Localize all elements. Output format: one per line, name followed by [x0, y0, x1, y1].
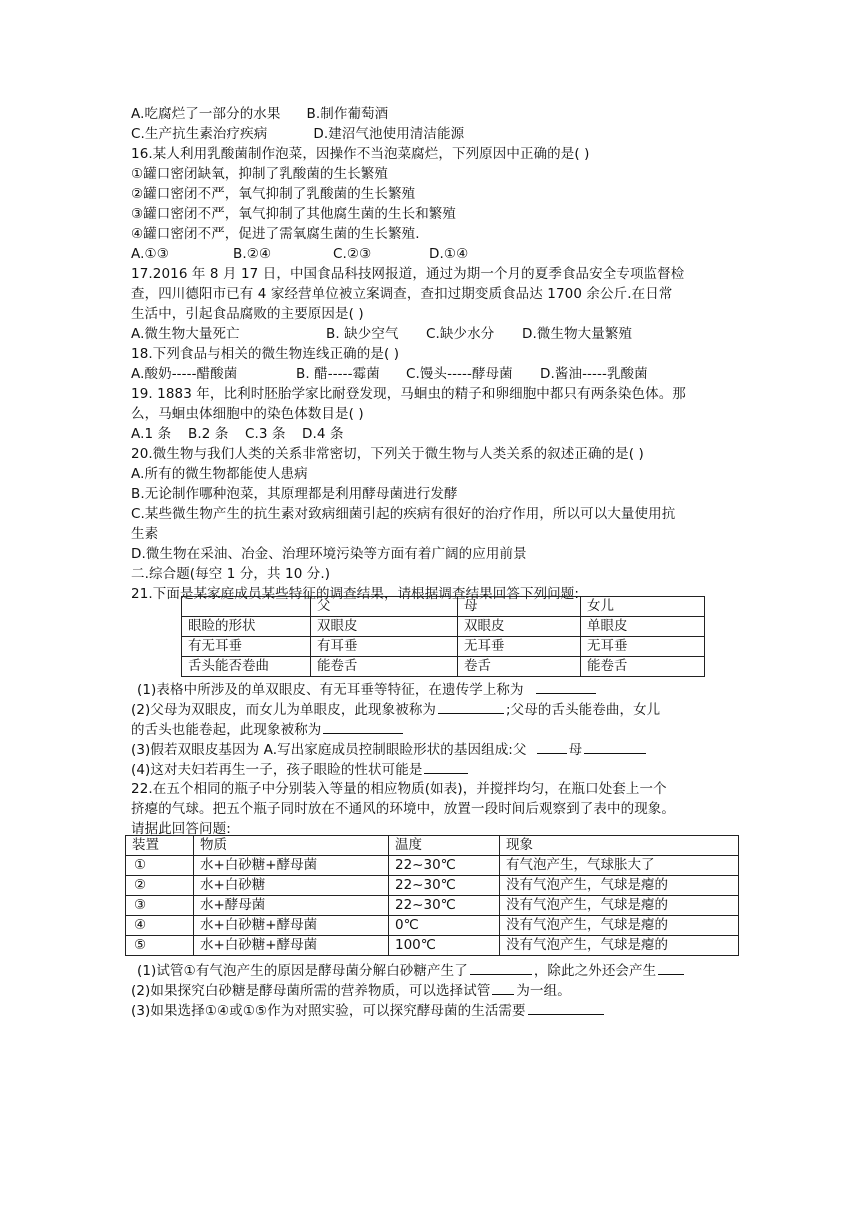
table-cell: 22~30℃: [389, 876, 500, 896]
q16-item-2: ②罐口密闭不严，氧气抑制了乳酸菌的生长繁殖: [131, 186, 416, 202]
table-cell: 水+白砂糖+酵母菌: [194, 936, 389, 956]
q18-option-a: A.酸奶-----醋酸菌: [131, 366, 238, 382]
table-row: [126, 896, 739, 916]
answer-blank[interactable]: [537, 739, 567, 754]
table-cell: [126, 896, 194, 916]
answer-blank[interactable]: [424, 759, 468, 774]
q16-option-a: A.①③: [131, 246, 169, 262]
q21-part3: [131, 739, 648, 760]
q19-option-d: D.4 条: [302, 426, 344, 442]
q18-option-d: D.酱油-----乳酸菌: [540, 366, 648, 382]
answer-blank[interactable]: [536, 679, 596, 694]
q21-part4-text: (4)这对夫妇若再生一子，孩子眼睑的性状可能是: [131, 762, 423, 778]
q22-part2-text-b: 为一组。: [516, 983, 571, 999]
table-cell: 没有气泡产生，气球是瘪的: [500, 876, 739, 896]
q20-option-c-line2: 生素: [131, 526, 159, 542]
device-number: ①: [133, 857, 147, 873]
table-cell: 水+白砂糖+酵母菌: [194, 916, 389, 936]
table-cell: 22~30℃: [389, 896, 500, 916]
q15-option-a: A.吃腐烂了一部分的水果: [131, 106, 281, 122]
q21-part1-text: (1)表格中所涉及的单双眼皮、有无耳垂等特征，在遗传学上称为: [137, 682, 524, 698]
q22-stem-line2: 挤瘪的气球。把五个瓶子同时放在不通风的环境中，放置一段时间后观察到了表中的现象。: [131, 801, 675, 817]
answer-blank[interactable]: [528, 1000, 604, 1015]
q16-stem: 16.某人利用乳酸菌制作泡菜，因操作不当泡菜腐烂，下列原因中正确的是( ): [131, 146, 590, 162]
table-cell: 没有气泡产生，气球是瘪的: [500, 896, 739, 916]
q20-stem: 20.微生物与我们人类的关系非常密切，下列关于微生物与人类关系的叙述正确的是( ): [131, 446, 644, 462]
q17-stem-line2: 查，四川德阳市已有 4 家经营单位被立案调查，查扣过期变质食品达 1700 余公斤.在日常: [131, 286, 673, 302]
table-cell: 卷舌: [458, 657, 581, 677]
table-header-cell: [182, 597, 311, 617]
table-header-cell: 温度: [389, 836, 500, 856]
q15-options-row2: [131, 124, 464, 144]
table-row: [182, 657, 705, 677]
q18-option-c: C.馒头-----酵母菌: [406, 366, 513, 382]
device-number: ②: [133, 877, 147, 893]
q15-option-b: B.制作葡萄酒: [306, 106, 389, 122]
q20-option-d: D.微生物在采油、冶金、治理环境污染等方面有着广阔的应用前景: [131, 546, 527, 562]
q22-experiment-table: [125, 835, 739, 956]
q21-part2-text-b: ;父母的舌头能卷曲，女儿: [506, 702, 661, 718]
q21-part1: [137, 679, 598, 700]
q17-options: [131, 324, 632, 344]
q15-options-row1: [131, 104, 388, 124]
q19-option-c: C.3 条: [245, 426, 286, 442]
q19-option-a: A.1 条: [131, 426, 172, 442]
table-cell: 没有气泡产生，气球是瘪的: [500, 916, 739, 936]
table-header-cell: 母: [458, 597, 581, 617]
answer-blank[interactable]: [492, 980, 514, 995]
q21-part2-text-a: (2)父母为双眼皮，而女儿为单眼皮，此现象被称为: [131, 702, 437, 718]
table-cell: 有气泡产生，气球胀大了: [500, 856, 739, 876]
q16-option-c: C.②③: [333, 246, 372, 262]
table-cell: 无耳垂: [581, 637, 705, 657]
q17-option-b: B. 缺少空气: [326, 326, 399, 342]
q20-option-b: B.无论制作哪种泡菜，其原理都是利用酵母菌进行发酵: [131, 486, 458, 502]
q21-part2-text-c: 的舌头也能卷起，此现象被称为: [131, 722, 322, 738]
section-2-heading: 二.综合题(每空 1 分，共 10 分.): [131, 566, 331, 582]
q19-options: [131, 424, 344, 444]
q17-stem-line1: 17.2016 年 8 月 17 日，中国食品科技网报道，通过为期一个月的夏季食品安全专项监督检: [131, 266, 685, 282]
answer-blank[interactable]: [658, 960, 684, 975]
q22-part3-text: (3)如果选择①④或①⑤作为对照实验，可以探究酵母菌的生活需要: [131, 1003, 526, 1019]
q17-option-c: C.缺少水分: [426, 326, 495, 342]
table-cell: [126, 916, 194, 936]
q19-stem-line1: 19. 1883 年，比利时胚胎学家比耐登发现，马蛔虫的精子和卵细胞中都只有两条染色体。那: [131, 386, 686, 402]
q16-option-b: B.②④: [233, 246, 272, 262]
q18-option-b: B. 醋-----霉菌: [296, 366, 380, 382]
q17-option-d: D.微生物大量繁殖: [522, 326, 633, 342]
table-cell: 水+白砂糖: [194, 876, 389, 896]
answer-blank[interactable]: [584, 739, 646, 754]
table-header-cell: 物质: [194, 836, 389, 856]
q21-stem: 21.下面是某家庭成员某些特征的调查结果，请根据调查结果回答下列问题:: [131, 586, 580, 602]
q19-stem-line2: 么，马蛔虫体细胞中的染色体数目是( ): [131, 406, 364, 422]
table-cell: 水+酵母菌: [194, 896, 389, 916]
table-cell: 双眼皮: [458, 617, 581, 637]
table-cell: [126, 856, 194, 876]
table-cell: 0℃: [389, 916, 500, 936]
q22-part1-text-a: (1)试管①有气泡产生的原因是酵母菌分解白砂糖产生了: [137, 963, 468, 979]
q22-part1-text-b: ，除此之外还会产生: [533, 963, 657, 979]
table-cell: 舌头能否卷曲: [182, 657, 311, 677]
answer-blank[interactable]: [438, 699, 504, 714]
table-cell: 无耳垂: [458, 637, 581, 657]
q22-part1: [137, 960, 686, 981]
device-number: ⑤: [133, 937, 147, 953]
device-number: ③: [133, 897, 147, 913]
q15-option-d: D.建沼气池使用清洁能源: [313, 126, 465, 142]
table-row: [126, 936, 739, 956]
answer-blank[interactable]: [323, 719, 403, 734]
answer-blank[interactable]: [470, 960, 532, 975]
q21-part2: [131, 699, 660, 720]
q15-option-c: C.生产抗生素治疗疾病: [131, 126, 268, 142]
table-row: [182, 617, 705, 637]
table-cell: 有无耳垂: [182, 637, 311, 657]
table-cell: [126, 876, 194, 896]
q16-item-4: ④罐口密闭不严，促进了需氧腐生菌的生长繁殖.: [131, 226, 420, 242]
table-header-cell: 女儿: [581, 597, 705, 617]
table-cell: 能卷舌: [311, 657, 458, 677]
q22-stem-line1: 22.在五个相同的瓶子中分别装入等量的相应物质(如表)，并搅拌均匀，在瓶口处套上一个: [131, 781, 667, 797]
table-cell: 22~30℃: [389, 856, 500, 876]
q21-family-table: [181, 596, 705, 677]
q22-part3: [131, 1000, 606, 1021]
table-cell: 水+白砂糖+酵母菌: [194, 856, 389, 876]
q20-option-a: A.所有的微生物都能使人患病: [131, 466, 308, 482]
q17-option-a: A.微生物大量死亡: [131, 326, 240, 342]
table-row: [182, 637, 705, 657]
table-header-cell: 现象: [500, 836, 739, 856]
q17-stem-line3: 生活中，引起食品腐败的主要原因是( ): [131, 306, 364, 322]
q21-part3-text-b: 母: [568, 742, 583, 758]
q21-part2-cont: [131, 719, 405, 740]
q16-item-1: ①罐口密闭缺氧，抑制了乳酸菌的生长繁殖: [131, 166, 389, 182]
table-cell: 单眼皮: [581, 617, 705, 637]
table-cell: 100℃: [389, 936, 500, 956]
q21-part4: [131, 759, 470, 780]
table-row: [126, 876, 739, 896]
q22-part2-text-a: (2)如果探究白砂糖是酵母菌所需的营养物质，可以选择试管: [131, 983, 491, 999]
table-header-cell: 父: [311, 597, 458, 617]
q16-item-3: ③罐口密闭不严，氧气抑制了其他腐生菌的生长和繁殖: [131, 206, 457, 222]
q22-part2: [131, 980, 571, 1001]
table-cell: 双眼皮: [311, 617, 458, 637]
table-row: [126, 916, 739, 936]
table-cell: 有耳垂: [311, 637, 458, 657]
q20-option-c-line1: C.某些微生物产生的抗生素对致病细菌引起的疾病有很好的治疗作用，所以可以大量使用抗: [131, 506, 676, 522]
q19-option-b: B.2 条: [188, 426, 229, 442]
device-number: ④: [133, 917, 147, 933]
q21-part3-text-a: (3)假若双眼皮基因为 A.写出家庭成员控制眼睑形状的基因组成:父: [131, 742, 527, 758]
q16-option-d: D.①④: [429, 246, 469, 262]
q18-options: [131, 364, 648, 384]
q16-options: [131, 244, 468, 264]
table-header-row: [126, 836, 739, 856]
table-row: [126, 856, 739, 876]
table-header-row: [182, 597, 705, 617]
table-cell: [126, 936, 194, 956]
q22-stem-line3: 请据此回答问题:: [131, 821, 231, 837]
table-header-cell: 装置: [126, 836, 194, 856]
table-cell: 眼睑的形状: [182, 617, 311, 637]
table-cell: 没有气泡产生，气球是瘪的: [500, 936, 739, 956]
table-cell: 能卷舌: [581, 657, 705, 677]
q18-stem: 18.下列食品与相关的微生物连线正确的是( ): [131, 346, 400, 362]
